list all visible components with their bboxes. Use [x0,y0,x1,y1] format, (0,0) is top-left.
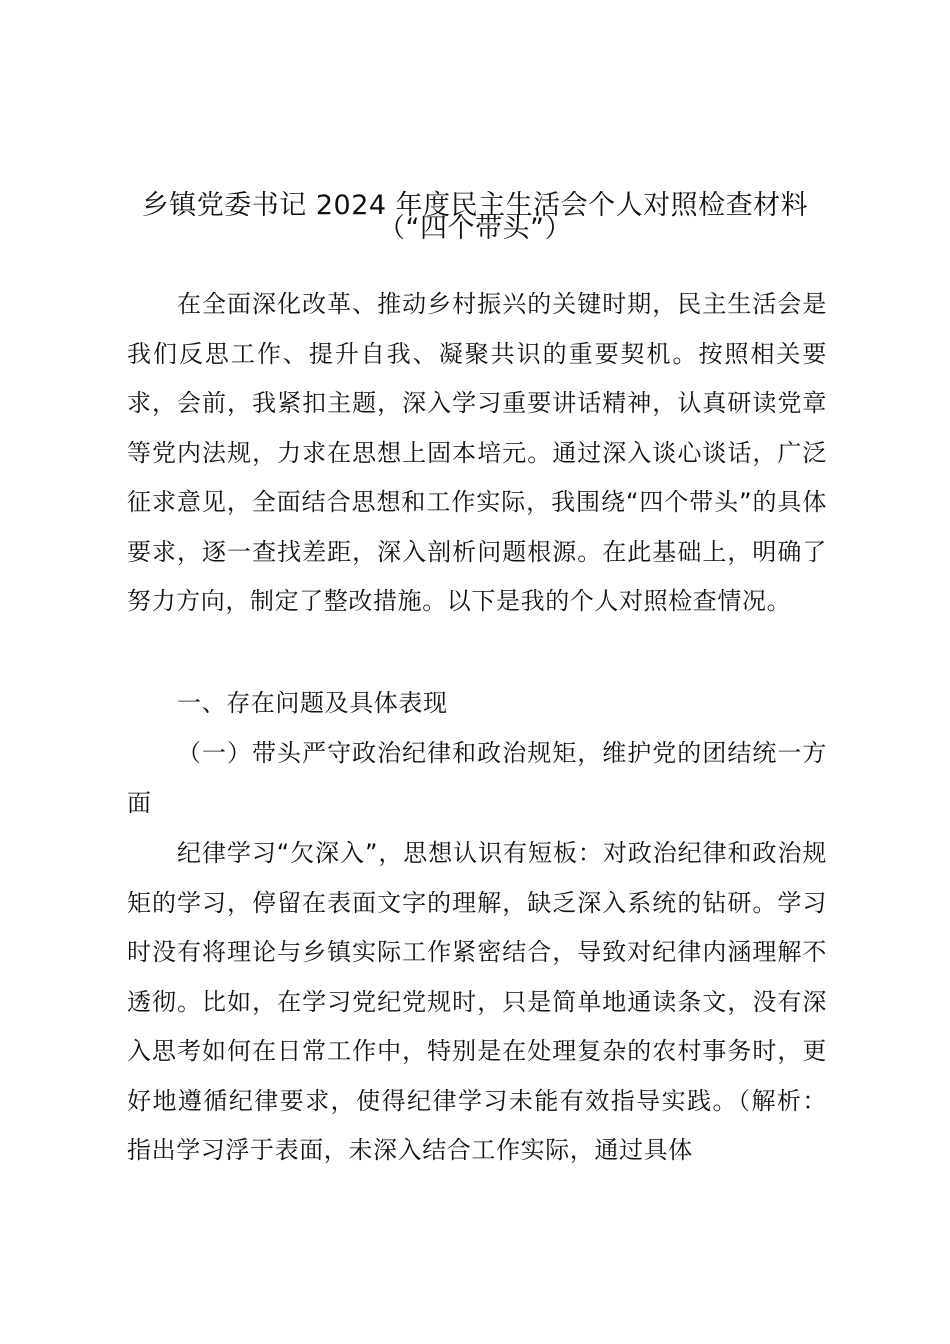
body-paragraph: 纪律学习“欠深入”，思想认识有短板：对政治纪律和政治规矩的学习，停留在表面文字的理解，缺乏深入系统的钻研。学习时没有将理论与乡镇实际工作紧密结合，导致对纪律内涵理解不透彻。比如，在学习党纪党规时，只是简单地通读条文，没有深入思考如何在日常工作中，特别是在处理复杂的农村事务时，更好地遵循纪律要求，使得纪律学习未能有效指导实践。（解析：指出学习浮于表面，未深入结合工作实际，通过具体 [127,839,827,1164]
document-title: 乡镇党委书记 2024 年度民主生活会个人对照检查材料 [141,190,809,221]
subsection-heading: （一）带头严守政治纪律和政治规矩，维护党的团结统一方面 [127,739,827,817]
document-subtitle: （“四个带头”） [378,213,572,244]
section-heading: 一、存在问题及具体表现 [177,689,448,717]
intro-paragraph: 在全面深化改革、推动乡村振兴的关键时期，民主生活会是我们反思工作、提升自我、凝聚共识的重要契机。按照相关要求，会前，我紧扣主题，深入学习重要讲话精神，认真研读党章等党内法规，力求在思想上固本培元。通过深入谈心谈话，广泛征求意见，全面结合思想和工作实际，我围绕“四个带头”的具体要求，逐一查找差距，深入剖析问题根源。在此基础上，明确了努力方向，制定了整改措施。以下是我的个人对照检查情况。 [127,290,827,615]
